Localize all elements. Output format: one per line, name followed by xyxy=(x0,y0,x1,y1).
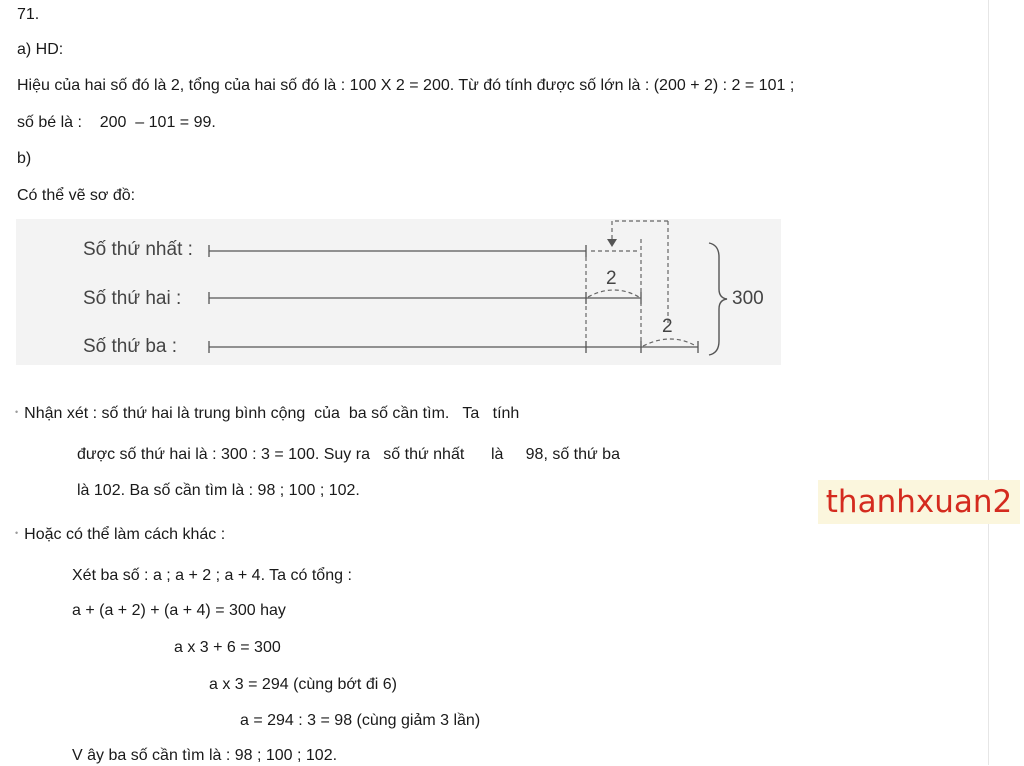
row-label-third: Số thứ ba : xyxy=(83,336,178,357)
diff-label-1: 2 xyxy=(606,268,617,289)
dashed-arrow-path xyxy=(612,221,668,243)
remark-text-1: Nhận xét : số thứ hai là trung bình cộng của ba số cần tìm. Ta tính xyxy=(24,405,520,422)
arrow-head xyxy=(607,239,617,247)
alt-step-3: a x 3 + 6 = 300 xyxy=(174,639,281,656)
remark-line-2: được số thứ hai là : 300 : 3 = 100. Suy ra số thứ nhất là 98, số thứ ba xyxy=(77,446,620,463)
remark-line-1 xyxy=(15,402,519,424)
brace-diff-2 xyxy=(643,339,696,346)
total-label: 300 xyxy=(732,288,764,309)
part-b-intro: Có thể vẽ sơ đồ: xyxy=(17,187,136,204)
alt-step-4: a x 3 = 294 (cùng bớt đi 6) xyxy=(209,676,397,693)
alternative-heading xyxy=(15,523,225,545)
part-a-line-1: Hiệu của hai số đó là 2, tổng của hai số đó là : 100 X 2 = 200. Từ đó tính được số lớn là : (200 + 2) : 2 = 101 ; xyxy=(17,77,795,94)
diagram-lines xyxy=(16,219,781,365)
remark-line-3: là 102. Ba số cần tìm là : 98 ; 100 ; 102. xyxy=(77,482,360,499)
alt-step-1: Xét ba số : a ; a + 2 ; a + 4. Ta có tổng : xyxy=(72,567,352,584)
bullet-icon: • xyxy=(15,528,19,538)
watermark-label: thanhxuan2 xyxy=(818,480,1020,524)
alt-step-2: a + (a + 2) + (a + 4) = 300 hay xyxy=(72,602,286,619)
part-b-label: b) xyxy=(17,150,32,167)
alt-conclusion: V ây ba số cần tìm là : 98 ; 100 ; 102. xyxy=(72,747,338,764)
page-right-border xyxy=(988,0,989,765)
problem-number: 71. xyxy=(17,6,40,23)
part-a-label: a) HD: xyxy=(17,41,64,58)
brace-diff-1 xyxy=(588,290,639,297)
diff-label-2: 2 xyxy=(662,316,673,337)
part-a-line-2: số bé là : 200 – 101 = 99. xyxy=(17,114,216,131)
segment-diagram xyxy=(16,219,781,365)
bullet-icon: • xyxy=(15,407,19,417)
row-label-second: Số thứ hai : xyxy=(83,288,182,309)
total-brace xyxy=(709,243,727,355)
row-label-first: Số thứ nhất : xyxy=(83,239,193,260)
alt-step-5: a = 294 : 3 = 98 (cùng giảm 3 lần) xyxy=(240,712,481,729)
alternative-heading-text: Hoặc có thể làm cách khác : xyxy=(24,526,226,543)
